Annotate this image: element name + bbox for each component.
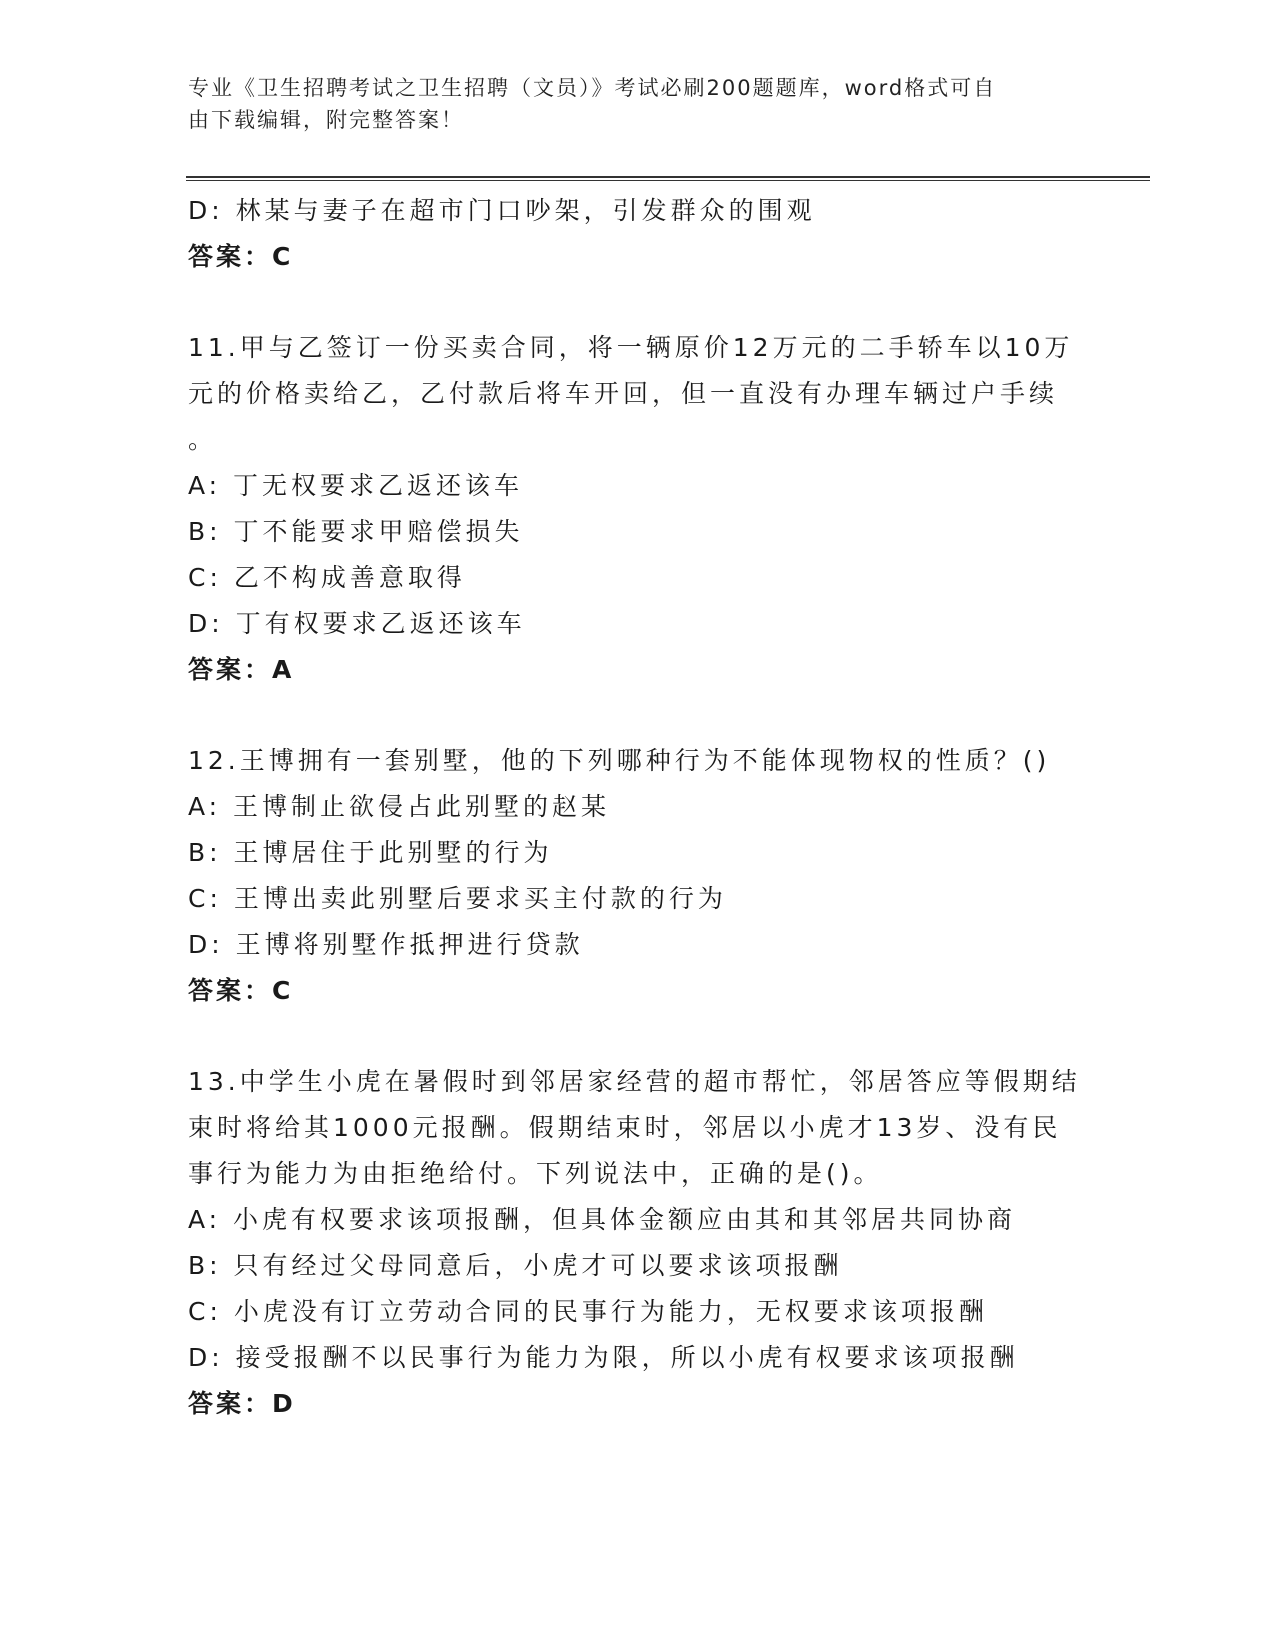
answer-label: 答案：D [188,1389,296,1418]
option-c: C: 王博出卖此别墅后要求买主付款的行为 [188,884,727,913]
question-list [188,188,1088,1427]
answer-label: 答案：A [188,655,295,684]
question-13 [188,1059,1088,1427]
answer-label: 答案：C [188,242,294,271]
option-d: D: 林某与妻子在超市门口吵架，引发群众的围观 [188,196,816,225]
question-stem: 元的价格卖给乙，乙付款后将车开回，但一直没有办理车辆过户手续 [188,379,1059,408]
option-b: B: 王博居住于此别墅的行为 [188,838,553,867]
option-a: A: 王博制止欲侵占此别墅的赵某 [188,792,611,821]
option-b: B: 只有经过父母同意后，小虎才可以要求该项报酬 [188,1251,843,1280]
question-stem: 12.王博拥有一套别墅，他的下列哪种行为不能体现物权的性质？() [188,746,1051,775]
option-d: D: 接受报酬不以民事行为能力为限，所以小虎有权要求该项报酬 [188,1343,1019,1372]
question-stem: 事行为能力为由拒绝给付。下列说法中，正确的是()。 [188,1159,883,1188]
option-b: B: 丁不能要求甲赔偿损失 [188,517,524,546]
question-stem: 13.中学生小虎在暑假时到邻居家经营的超市帮忙，邻居答应等假期结 [188,1067,1081,1096]
question-gap [188,280,1088,325]
question-11 [188,325,1088,693]
header-line-2: 由下载编辑，附完整答案！ [188,108,464,132]
question-stem: 束时将给其1000元报酬。假期结束时，邻居以小虎才13岁、没有民 [188,1113,1062,1142]
option-c: C: 乙不构成善意取得 [188,563,466,592]
option-a: A: 小虎有权要求该项报酬，但具体金额应由其和其邻居共同协商 [188,1205,1017,1234]
option-d: D: 王博将别墅作抵押进行贷款 [188,930,584,959]
answer-label: 答案：C [188,976,294,1005]
question-12 [188,738,1088,1014]
document-header [188,72,1068,136]
question-gap [188,693,1088,738]
question-stem: 。 [188,425,218,454]
header-line-1: 专业《卫生招聘考试之卫生招聘（文员）》考试必刷200题题库，word格式可自 [188,76,997,100]
option-d: D: 丁有权要求乙返还该车 [188,609,526,638]
option-a: A: 丁无权要求乙返还该车 [188,471,524,500]
question-10-tail [188,188,1088,280]
question-gap [188,1014,1088,1059]
option-c: C: 小虎没有订立劳动合同的民事行为能力，无权要求该项报酬 [188,1297,988,1326]
question-stem: 11.甲与乙签订一份买卖合同，将一辆原价12万元的二手轿车以10万 [188,333,1074,362]
header-divider [186,176,1150,181]
